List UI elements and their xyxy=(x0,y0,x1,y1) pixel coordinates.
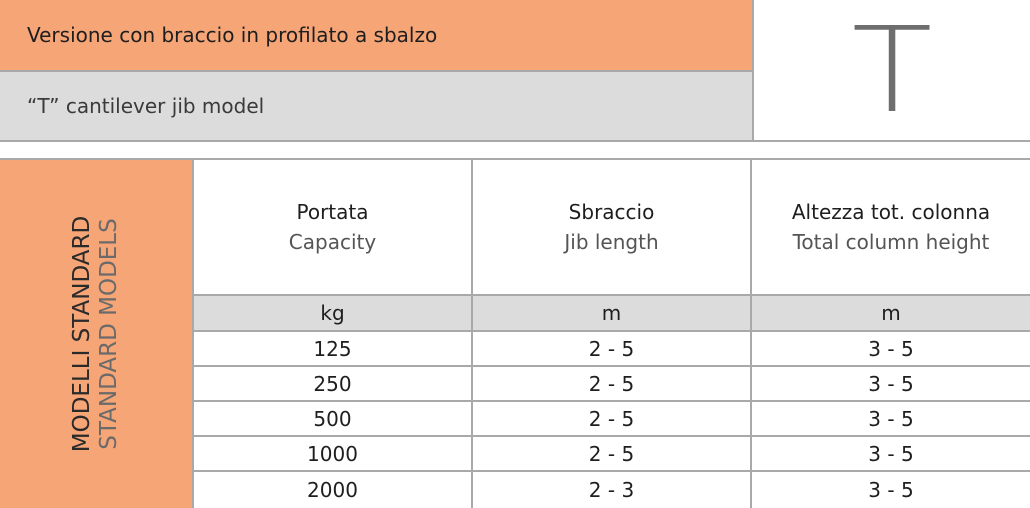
model-title-italian xyxy=(0,0,752,70)
table-cell: 500 xyxy=(194,402,471,435)
model-title-english-text: “T” cantilever jib model xyxy=(27,94,265,118)
unit-cell-capacity: kg xyxy=(194,296,471,330)
table-cell: 250 xyxy=(194,367,471,400)
column-header-label-english: Capacity xyxy=(288,230,377,254)
unit-cell-column-height: m xyxy=(752,296,1030,330)
table-cell: 3 - 5 xyxy=(752,472,1030,508)
column-header-label-italian: Altezza tot. colonna xyxy=(791,200,991,224)
table-cell: 2 - 5 xyxy=(473,402,750,435)
table-cell: 1000 xyxy=(194,437,471,470)
table-cell: 2 - 5 xyxy=(473,437,750,470)
table-cell: 2000 xyxy=(194,472,471,508)
side-label-english: STANDARD MODELS xyxy=(96,218,123,450)
table-cell: 3 - 5 xyxy=(752,332,1030,365)
table-cell: 3 - 5 xyxy=(752,437,1030,470)
table-cell: 125 xyxy=(194,332,471,365)
table-cell: 3 - 5 xyxy=(752,402,1030,435)
side-label-text xyxy=(69,216,123,452)
column-header-label-italian: Portata xyxy=(296,200,369,224)
table-cell: 2 - 3 xyxy=(473,472,750,508)
table-cell: 2 - 5 xyxy=(473,367,750,400)
column-header-label-italian: Sbraccio xyxy=(568,200,655,224)
unit-cell-jib-length: m xyxy=(473,296,750,330)
section-divider xyxy=(0,142,1030,158)
column-header-capacity xyxy=(194,160,471,294)
model-letter: T xyxy=(851,1,933,139)
standard-models-side-label xyxy=(0,160,192,508)
table-cell: 2 - 5 xyxy=(473,332,750,365)
model-letter-box xyxy=(754,0,1030,140)
column-header-label-english: Total column height xyxy=(792,230,990,254)
column-header-jib-length xyxy=(473,160,750,294)
model-title-italian-text: Versione con braccio in profilato a sbalzo xyxy=(27,23,438,47)
side-label-italian: MODELLI STANDARD xyxy=(69,215,96,453)
column-header-column-height xyxy=(752,160,1030,294)
table-cell: 3 - 5 xyxy=(752,367,1030,400)
column-header-label-english: Jib length xyxy=(564,230,659,254)
model-title-english xyxy=(0,72,752,140)
